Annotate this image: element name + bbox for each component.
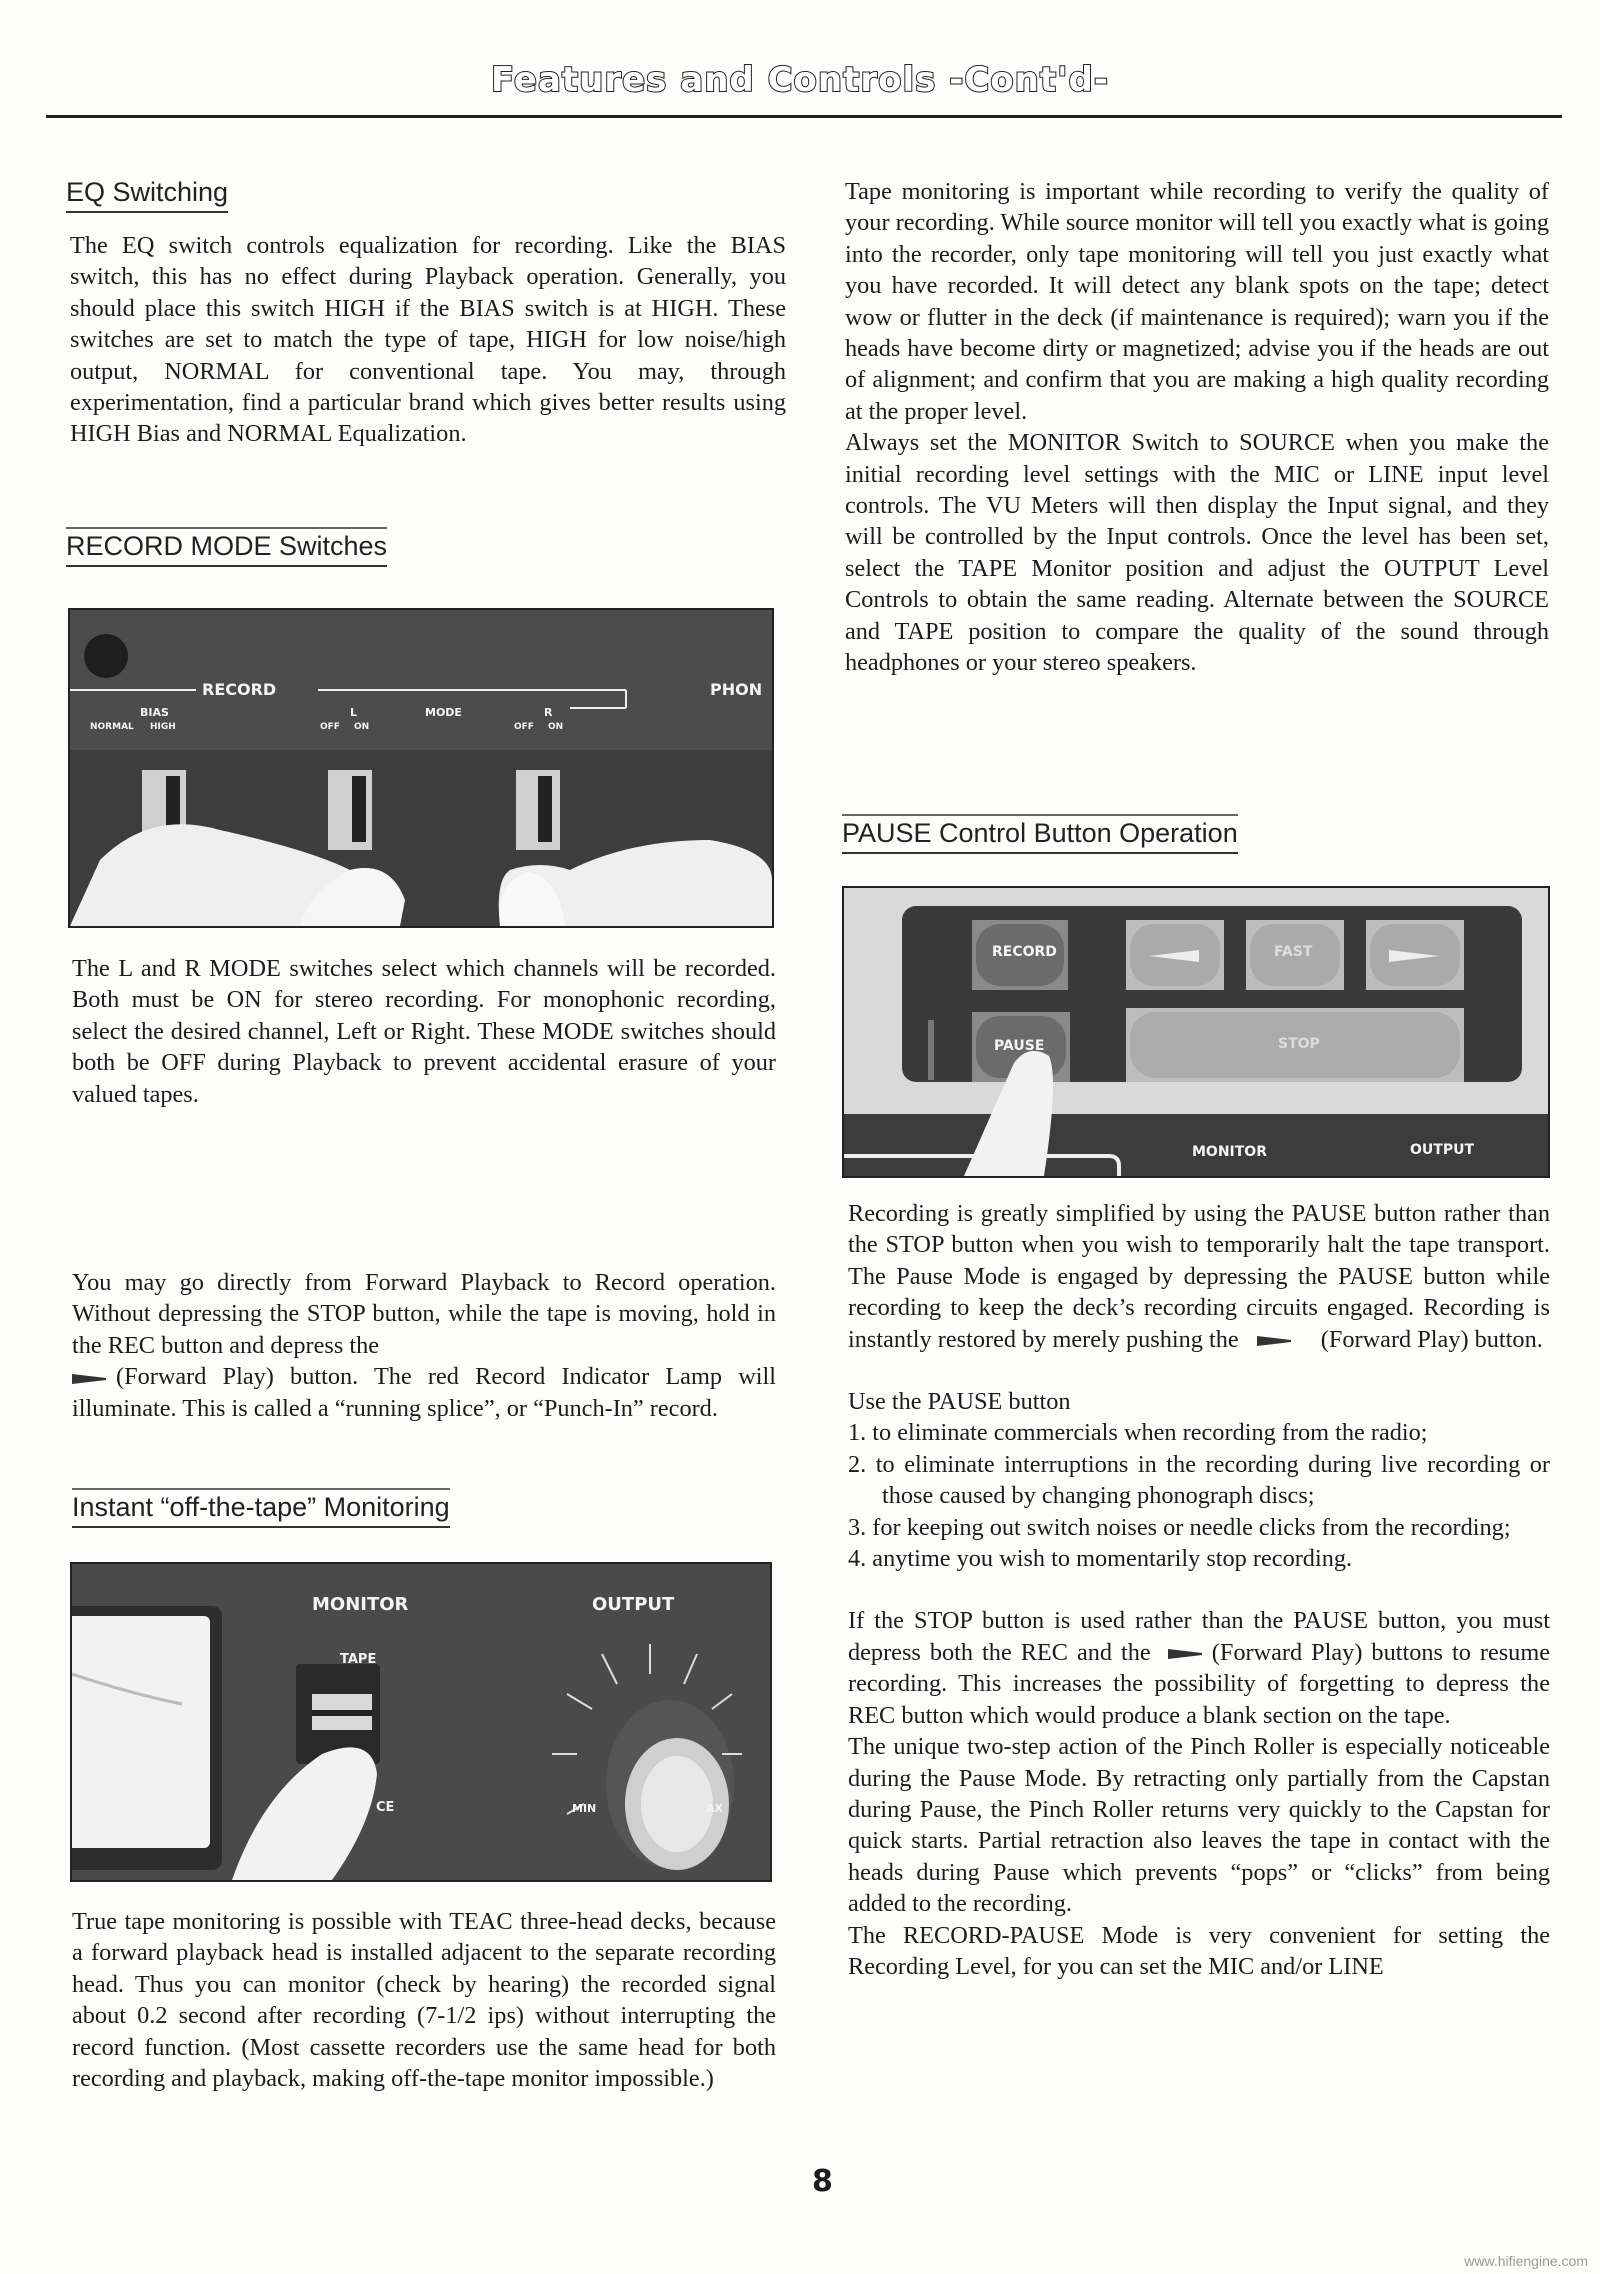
list-item: 4. anytime you wish to momentarily stop recording. xyxy=(848,1545,1353,1573)
record-mode-switches-photo xyxy=(68,608,774,928)
record-panel-illustration xyxy=(70,610,772,926)
pause-body-2: If the STOP button is used rather than the PAUSE button, you must depress both the REC and the (Forward Play) buttons to resume recording. This increases the possibility of forgetting to depress the REC button which would produce a blank section on the tape. xyxy=(848,1607,1551,1729)
label-record: RECORD xyxy=(202,680,277,699)
eq-switching-body: The EQ switch controls equalization for recording. Like the BIAS switch, this has no effect during Playback operation. Generally, you should place this switch HIGH if the BIAS switch is at HIGH. These switches are set to match the type of tape, HIGH for low noise/high output, NORMAL for conventional tape. You may, through experimentation, find a particular brand which gives better results using HIGH Bias and NORMAL Equalization. xyxy=(70,232,786,448)
label-mode: MODE xyxy=(425,706,462,719)
page-title: Features and Controls -Cont'd- xyxy=(491,60,1109,100)
title-divider xyxy=(46,115,1562,118)
label-r: R xyxy=(544,706,553,719)
label-fast-button: FAST xyxy=(1274,944,1313,960)
forward-play-icon xyxy=(1168,1647,1202,1661)
label-source-partial: CE xyxy=(376,1800,395,1815)
label-monitor: MONITOR xyxy=(312,1594,409,1615)
label-high: HIGH xyxy=(150,722,176,732)
tape-monitoring-body-1: Tape monitoring is important while recording to verify the quality of your recording. While source monitor will tell you exactly what is going into the recorder, only tape monitoring will tell you just exactly what you have recorded. It will detect any blank spots on the tape; detect wow or flutter in the deck (if maintenance is required); warn you if the heads have become dirty or magnetized; advise you if the heads are out of alignment; and confirm that you are making a high quality recording at the proper level. xyxy=(845,178,1550,425)
list-item: 3. for keeping out switch noises or needle clicks from the recording; xyxy=(848,1513,1511,1541)
watermark: www.hifiengine.com xyxy=(1464,2253,1588,2269)
record-mode-section xyxy=(72,953,776,1110)
heading-off-the-tape-monitoring: Instant “off-the-tape” Monitoring xyxy=(72,1488,450,1528)
label-monitor: MONITOR xyxy=(1192,1144,1267,1160)
label-pause-button: PAUSE xyxy=(994,1038,1045,1054)
heading-eq-switching: EQ Switching xyxy=(66,175,228,213)
label-output: OUTPUT xyxy=(592,1594,675,1615)
pause-button-photo xyxy=(842,886,1550,1178)
pause-body-3: The unique two-step action of the Pinch Roller is especially noticeable during the Pause Mode. By retracting only partially from the Capstan during Pause, the Pinch Roller returns very quickly to the Capstan for quick starts. Partial retraction also leaves the tape in contact with the heads during Pause which prevents “pops” or “clicks” from being added to the recording. xyxy=(848,1733,1550,1918)
monitor-output-photo xyxy=(70,1562,772,1882)
label-phones-partial: PHON xyxy=(710,680,763,699)
pause-body-1: Recording is greatly simplified by using the PAUSE button rather than the STOP button when you wish to temporarily halt the tape transport. The Pause Mode is engaged by depressing the PAUSE button while recording to keep the deck’s recording circuits engaged. Recording is instantly restored by merely pushing the (Forward Play) button. xyxy=(848,1200,1550,1353)
monitoring-body: True tape monitoring is possible with TEAC three-head decks, because a forward playback head is installed adjacent to the separate recording head. Thus you can monitor (check by hearing) the recorded signal about 0.2 second after recording (7-1/2 ips) without interrupting the record function. (Most cassette recorders use the same head for both recording and playback, making off-the-tape monitor impossible.) xyxy=(72,1908,776,2093)
heading-pause-control: PAUSE Control Button Operation xyxy=(842,814,1238,854)
label-stop-button: STOP xyxy=(1278,1036,1320,1052)
monitoring-section xyxy=(72,1906,776,2094)
label-r-off: OFF xyxy=(514,722,534,732)
label-tape: TAPE xyxy=(340,1652,377,1667)
label-l-on: ON xyxy=(354,722,370,732)
pause-body-4: The RECORD-PAUSE Mode is very convenient for setting the Recording Level, for you can set the MIC and/or LINE xyxy=(848,1921,1550,1980)
label-normal: NORMAL xyxy=(90,722,134,732)
label-min: MIN xyxy=(572,1802,597,1815)
label-l-off: OFF xyxy=(320,722,340,732)
list-item: 1. to eliminate commercials when recording from the radio; xyxy=(848,1419,1428,1447)
heading-record-mode-switches: RECORD MODE Switches xyxy=(66,527,387,567)
punch-in-body: You may go directly from Forward Playback to Record operation. Without depressing the STOP button, while the tape is moving, hold in the REC button and depress the (Forward Play) button. The red Record Indicator Lamp will illuminate. This is called a “running splice”, or “Punch-In” record. xyxy=(72,1269,776,1422)
punch-in-section xyxy=(72,1267,776,1424)
pause-section xyxy=(848,1198,1550,1982)
label-bias: BIAS xyxy=(140,706,169,719)
forward-play-icon xyxy=(1257,1334,1291,1348)
list-item: 2. to eliminate interruptions in the recording during live recording or those caused by changing phonograph discs; xyxy=(848,1450,1550,1510)
label-r-on: ON xyxy=(548,722,564,732)
tape-monitoring-body-2: Always set the MONITOR Switch to SOURCE when you make the initial recording level settings with the MIC or LINE input level controls. The VU Meters will then display the Input signal, and they will be controlled by the Input controls. Once the level has been set, select the TAPE Monitor position and adjust the OUTPUT Level Controls to obtain the same reading. Alternate between the SOURCE and TAPE position to compare the quality of the sound through headphones or your stereo speakers. xyxy=(845,429,1549,677)
label-record-button: RECORD xyxy=(992,944,1057,960)
eq-switching-section xyxy=(70,230,786,450)
transport-buttons-illustration xyxy=(844,888,1548,1176)
pause-uses-list xyxy=(848,1417,1550,1574)
tape-monitoring-section xyxy=(845,176,1549,679)
label-max-partial: AX xyxy=(706,1802,723,1815)
page-number: 8 xyxy=(812,2164,833,2199)
forward-play-icon xyxy=(72,1372,106,1386)
pause-list-intro: Use the PAUSE button xyxy=(848,1388,1071,1416)
label-output: OUTPUT xyxy=(1410,1142,1474,1158)
record-mode-body: The L and R MODE switches select which channels will be recorded. Both must be ON for stereo recording. For monophonic recording, select the desired channel, Left or Right. These MODE switches should both be OFF during Playback to prevent accidental erasure of your valued tapes. xyxy=(72,955,776,1108)
label-l: L xyxy=(350,706,358,719)
